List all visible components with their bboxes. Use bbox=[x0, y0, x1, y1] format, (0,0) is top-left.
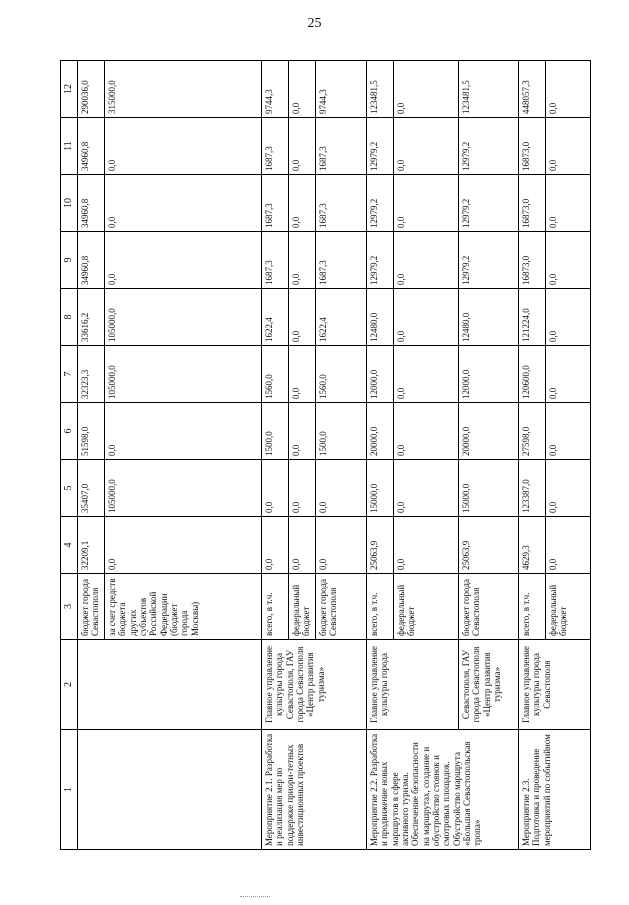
value-cell: 12480,0 bbox=[459, 289, 519, 346]
activity-cell: Мероприятие 2.1. Разработка и реализация мер по поддержке приори-тетных инвестиционных проектов bbox=[262, 730, 367, 850]
value-cell: 0,0 bbox=[546, 232, 591, 289]
value-cell: 15000,0 bbox=[459, 460, 519, 517]
col-number: 1 bbox=[61, 730, 78, 850]
value-cell: 1687,3 bbox=[316, 118, 367, 175]
value-cell: 0,0 bbox=[289, 289, 316, 346]
value-cell: 0,0 bbox=[105, 175, 262, 232]
value-cell: 0,0 bbox=[316, 460, 367, 517]
value-cell: 315000,0 bbox=[105, 61, 262, 118]
value-cell: 51598,0 bbox=[78, 403, 105, 460]
value-cell: 1687,3 bbox=[316, 232, 367, 289]
value-cell: 123481,5 bbox=[459, 61, 519, 118]
col-number: 3 bbox=[61, 574, 78, 640]
value-cell: 0,0 bbox=[289, 517, 316, 574]
value-cell: 0,0 bbox=[546, 175, 591, 232]
activity-cell bbox=[78, 730, 262, 850]
value-cell: 1622,4 bbox=[316, 289, 367, 346]
funding-source-cell: бюджет города Севастополя bbox=[459, 574, 519, 640]
col-number: 5 bbox=[61, 460, 78, 517]
value-cell: 35407,0 bbox=[78, 460, 105, 517]
col-number: 2 bbox=[61, 640, 78, 730]
col-number: 7 bbox=[61, 346, 78, 403]
value-cell: 123387,0 bbox=[519, 460, 546, 517]
value-cell: 105000,0 bbox=[105, 460, 262, 517]
value-cell: 0,0 bbox=[394, 289, 459, 346]
value-cell: 0,0 bbox=[546, 289, 591, 346]
value-cell: 12979,2 bbox=[459, 118, 519, 175]
value-cell: 27598,0 bbox=[519, 403, 546, 460]
funding-source-cell: за счет средств бюджета других субъектов Российской Федерации (бюджет города Москвы) bbox=[105, 574, 262, 640]
col-number: 9 bbox=[61, 232, 78, 289]
value-cell: 0,0 bbox=[289, 403, 316, 460]
col-number: 11 bbox=[61, 118, 78, 175]
value-cell: 1500,0 bbox=[316, 403, 367, 460]
responsible-cell: Главное управление культуры города bbox=[367, 640, 459, 730]
value-cell: 25063,9 bbox=[459, 517, 519, 574]
value-cell: 1560,0 bbox=[262, 346, 289, 403]
rotated-table-wrapper bbox=[60, 60, 580, 850]
funding-source-cell: бюджет города Севастополя bbox=[78, 574, 105, 640]
col-number: 4 bbox=[61, 517, 78, 574]
value-cell: 105000,0 bbox=[105, 289, 262, 346]
value-cell: 0,0 bbox=[289, 232, 316, 289]
value-cell: 0,0 bbox=[105, 403, 262, 460]
responsible-cell bbox=[78, 640, 262, 730]
value-cell: 0,0 bbox=[289, 346, 316, 403]
value-cell: 0,0 bbox=[394, 460, 459, 517]
value-cell: 1622,4 bbox=[262, 289, 289, 346]
scan-artifact bbox=[240, 896, 270, 899]
value-cell: 34960,8 bbox=[78, 118, 105, 175]
value-cell: 123481,5 bbox=[367, 61, 394, 118]
value-cell: 0,0 bbox=[289, 175, 316, 232]
value-cell: 290036,0 bbox=[78, 61, 105, 118]
value-cell: 0,0 bbox=[394, 61, 459, 118]
col-number: 8 bbox=[61, 289, 78, 346]
value-cell: 34960,8 bbox=[78, 232, 105, 289]
funding-source-cell: всего, в т.ч. bbox=[262, 574, 289, 640]
page-number: 25 bbox=[307, 16, 322, 31]
funding-source-cell: федеральный бюджет bbox=[394, 574, 459, 640]
activity-cell: Мероприятие 2.2. Разработка и продвижение новых маршрутов в сфере активного туризма. Обеспечение безопасности на маршрутах, создание и обустройство стоянок и смотровых площадок. Обустройство маршрута «Большая Севастопольская тропа» bbox=[367, 730, 519, 850]
table-row bbox=[262, 61, 289, 850]
table-row bbox=[78, 61, 105, 850]
value-cell: 1687,3 bbox=[262, 175, 289, 232]
funding-source-cell: федеральный бюджет bbox=[289, 574, 316, 640]
value-cell: 25063,9 bbox=[367, 517, 394, 574]
value-cell: 1687,3 bbox=[262, 118, 289, 175]
funding-source-cell: федеральный бюджет bbox=[546, 574, 591, 640]
col-number: 6 bbox=[61, 403, 78, 460]
value-cell: 32323,3 bbox=[78, 346, 105, 403]
value-cell: 12979,2 bbox=[367, 232, 394, 289]
column-number-row bbox=[61, 61, 78, 850]
responsible-cell: Севастополя, ГАУ города Севастополя «Центр развития туризма» bbox=[459, 640, 519, 730]
value-cell: 12979,2 bbox=[367, 118, 394, 175]
budget-table bbox=[60, 60, 591, 850]
value-cell: 0,0 bbox=[394, 175, 459, 232]
col-number: 12 bbox=[61, 61, 78, 118]
value-cell: 33616,2 bbox=[78, 289, 105, 346]
value-cell: 9744,3 bbox=[262, 61, 289, 118]
value-cell: 32209,1 bbox=[78, 517, 105, 574]
value-cell: 0,0 bbox=[546, 517, 591, 574]
value-cell: 0,0 bbox=[262, 517, 289, 574]
value-cell: 9744,3 bbox=[316, 61, 367, 118]
value-cell: 0,0 bbox=[546, 403, 591, 460]
value-cell: 16873,0 bbox=[519, 232, 546, 289]
value-cell: 0,0 bbox=[546, 118, 591, 175]
value-cell: 448057,3 bbox=[519, 61, 546, 118]
table-row bbox=[519, 61, 546, 850]
value-cell: 12979,2 bbox=[367, 175, 394, 232]
value-cell: 0,0 bbox=[289, 118, 316, 175]
responsible-cell: Главное управление культуры города Севастополя, ГАУ города Севастополя «Центр развития туризма» bbox=[262, 640, 367, 730]
value-cell: 12979,2 bbox=[459, 175, 519, 232]
value-cell: 0,0 bbox=[546, 346, 591, 403]
value-cell: 12000,0 bbox=[367, 346, 394, 403]
value-cell: 0,0 bbox=[394, 403, 459, 460]
value-cell: 0,0 bbox=[316, 517, 367, 574]
value-cell: 105000,0 bbox=[105, 346, 262, 403]
value-cell: 0,0 bbox=[394, 232, 459, 289]
value-cell: 0,0 bbox=[546, 61, 591, 118]
value-cell: 120600,0 bbox=[519, 346, 546, 403]
value-cell: 1560,0 bbox=[316, 346, 367, 403]
table-row bbox=[367, 61, 394, 850]
value-cell: 1687,3 bbox=[262, 232, 289, 289]
value-cell: 0,0 bbox=[289, 460, 316, 517]
value-cell: 20000,0 bbox=[367, 403, 394, 460]
responsible-cell: Главное управление культуры города Севастополя bbox=[519, 640, 591, 730]
value-cell: 0,0 bbox=[289, 61, 316, 118]
value-cell: 0,0 bbox=[394, 346, 459, 403]
value-cell: 12979,2 bbox=[459, 232, 519, 289]
value-cell: 1687,3 bbox=[316, 175, 367, 232]
value-cell: 0,0 bbox=[546, 460, 591, 517]
value-cell: 16873,0 bbox=[519, 118, 546, 175]
value-cell: 0,0 bbox=[105, 118, 262, 175]
value-cell: 0,0 bbox=[394, 517, 459, 574]
funding-source-cell: всего, в т.ч. bbox=[367, 574, 394, 640]
funding-source-cell: бюджет города Севастополя bbox=[316, 574, 367, 640]
value-cell: 4629,3 bbox=[519, 517, 546, 574]
funding-source-cell: всего, в т.ч. bbox=[519, 574, 546, 640]
value-cell: 0,0 bbox=[105, 517, 262, 574]
value-cell: 121224,0 bbox=[519, 289, 546, 346]
col-number: 10 bbox=[61, 175, 78, 232]
value-cell: 20000,0 bbox=[459, 403, 519, 460]
value-cell: 0,0 bbox=[105, 232, 262, 289]
value-cell: 0,0 bbox=[394, 118, 459, 175]
activity-cell: Мероприятие 2.3. Подготовка и проведение мероприятий по событийном bbox=[519, 730, 591, 850]
value-cell: 12480,0 bbox=[367, 289, 394, 346]
value-cell: 16873,0 bbox=[519, 175, 546, 232]
value-cell: 34960,8 bbox=[78, 175, 105, 232]
value-cell: 12000,0 bbox=[459, 346, 519, 403]
value-cell: 0,0 bbox=[262, 460, 289, 517]
value-cell: 1500,0 bbox=[262, 403, 289, 460]
value-cell: 15000,0 bbox=[367, 460, 394, 517]
